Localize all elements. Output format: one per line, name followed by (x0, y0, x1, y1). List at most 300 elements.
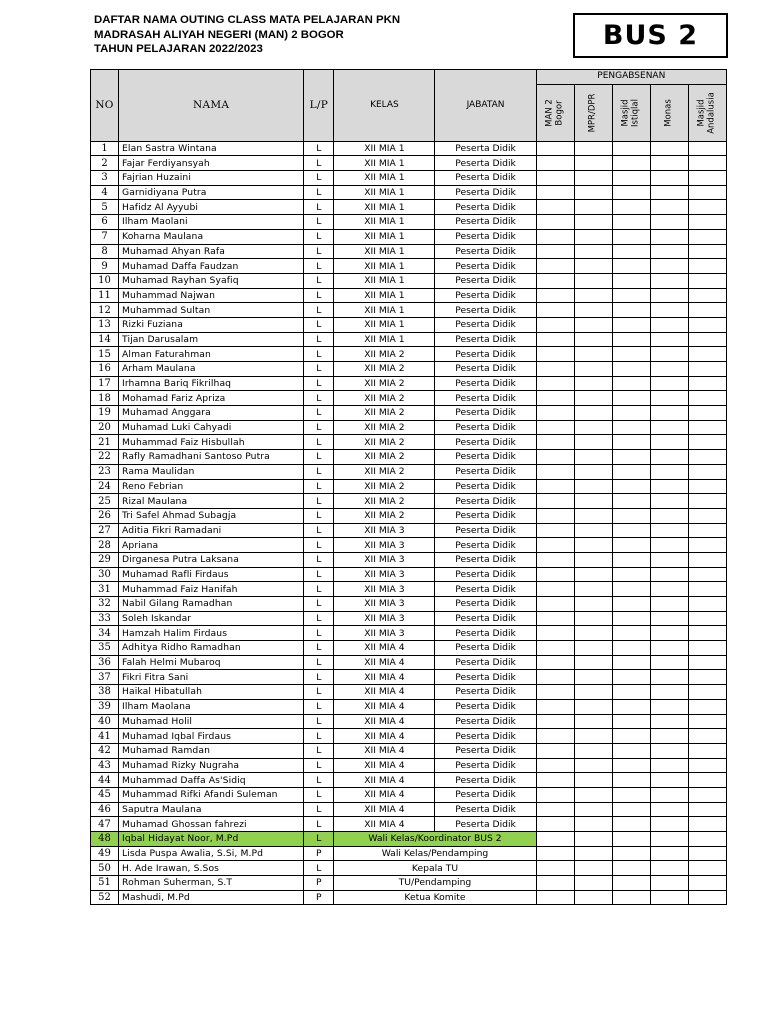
attendance-check-cell[interactable] (612, 817, 650, 832)
attendance-check-cell[interactable] (688, 802, 726, 817)
attendance-check-cell[interactable] (688, 787, 726, 802)
attendance-check-cell[interactable] (574, 861, 612, 876)
row-class: XII MIA 2 (334, 450, 435, 465)
attendance-check-cell[interactable] (574, 479, 612, 494)
attendance-check-cell[interactable] (612, 156, 650, 171)
attendance-check-cell[interactable] (688, 288, 726, 303)
attendance-check-cell[interactable] (536, 317, 574, 332)
attendance-check-cell[interactable] (688, 832, 726, 847)
attendance-check-cell[interactable] (612, 391, 650, 406)
attendance-check-cell[interactable] (536, 890, 574, 905)
attendance-check-cell[interactable] (536, 552, 574, 567)
attendance-check-cell[interactable] (574, 714, 612, 729)
attendance-check-cell[interactable] (536, 420, 574, 435)
attendance-check-cell[interactable] (650, 376, 688, 391)
attendance-check-cell[interactable] (650, 317, 688, 332)
attendance-check-cell[interactable] (688, 876, 726, 891)
attendance-check-cell[interactable] (650, 876, 688, 891)
attendance-check-cell[interactable] (650, 773, 688, 788)
attendance-check-cell[interactable] (688, 494, 726, 509)
table-row (91, 743, 727, 758)
attendance-check-cell[interactable] (612, 773, 650, 788)
attendance-check-cell[interactable] (612, 450, 650, 465)
attendance-check-cell[interactable] (574, 347, 612, 362)
attendance-check-cell[interactable] (612, 787, 650, 802)
attendance-check-cell[interactable] (650, 641, 688, 656)
attendance-check-cell[interactable] (574, 215, 612, 230)
attendance-check-cell[interactable] (536, 391, 574, 406)
attendance-check-cell[interactable] (688, 582, 726, 597)
attendance-check-cell[interactable] (612, 699, 650, 714)
attendance-check-cell[interactable] (574, 832, 612, 847)
row-gender: L (304, 641, 334, 656)
attendance-check-cell[interactable] (650, 303, 688, 318)
attendance-check-cell[interactable] (536, 288, 574, 303)
attendance-check-cell[interactable] (688, 714, 726, 729)
attendance-check-cell[interactable] (574, 523, 612, 538)
attendance-check-cell[interactable] (536, 347, 574, 362)
attendance-check-cell[interactable] (612, 215, 650, 230)
attendance-check-cell[interactable] (688, 376, 726, 391)
attendance-check-cell[interactable] (650, 861, 688, 876)
attendance-check-cell[interactable] (688, 567, 726, 582)
attendance-check-cell[interactable] (688, 846, 726, 861)
attendance-check-cell[interactable] (536, 479, 574, 494)
attendance-check-cell[interactable] (612, 376, 650, 391)
row-name: Ilham Maolani (119, 215, 304, 230)
attendance-check-cell[interactable] (574, 288, 612, 303)
attendance-check-cell[interactable] (574, 200, 612, 215)
attendance-check-cell[interactable] (536, 332, 574, 347)
attendance-check-cell[interactable] (650, 494, 688, 509)
row-gender: L (304, 362, 334, 377)
attendance-check-cell[interactable] (574, 450, 612, 465)
attendance-check-cell[interactable] (536, 303, 574, 318)
attendance-col-header (536, 84, 574, 141)
attendance-check-cell[interactable] (612, 582, 650, 597)
attendance-check-cell[interactable] (688, 523, 726, 538)
attendance-check-cell[interactable] (688, 685, 726, 700)
attendance-check-cell[interactable] (688, 141, 726, 156)
attendance-check-cell[interactable] (536, 406, 574, 421)
attendance-check-cell[interactable] (612, 743, 650, 758)
row-position: Peserta Didik (435, 273, 536, 288)
attendance-check-cell[interactable] (574, 273, 612, 288)
attendance-check-cell[interactable] (650, 846, 688, 861)
row-name: Adhitya Ridho Ramadhan (119, 641, 304, 656)
attendance-check-cell[interactable] (650, 479, 688, 494)
attendance-check-cell[interactable] (574, 597, 612, 612)
attendance-check-cell[interactable] (574, 655, 612, 670)
attendance-check-cell[interactable] (574, 626, 612, 641)
attendance-check-cell[interactable] (650, 817, 688, 832)
attendance-check-cell[interactable] (536, 714, 574, 729)
attendance-check-cell[interactable] (536, 362, 574, 377)
attendance-check-cell[interactable] (612, 876, 650, 891)
attendance-check-cell[interactable] (612, 303, 650, 318)
attendance-check-cell[interactable] (650, 200, 688, 215)
attendance-check-cell[interactable] (574, 464, 612, 479)
attendance-check-cell[interactable] (536, 582, 574, 597)
attendance-check-cell[interactable] (612, 273, 650, 288)
table-row (91, 670, 727, 685)
attendance-check-cell[interactable] (574, 332, 612, 347)
attendance-check-cell[interactable] (536, 611, 574, 626)
row-gender: L (304, 699, 334, 714)
row-class: XII MIA 4 (334, 729, 435, 744)
attendance-check-cell[interactable] (536, 758, 574, 773)
attendance-check-cell[interactable] (612, 406, 650, 421)
attendance-check-cell[interactable] (650, 171, 688, 186)
attendance-check-cell[interactable] (688, 171, 726, 186)
attendance-check-cell[interactable] (612, 420, 650, 435)
row-name: Ilham Maolana (119, 699, 304, 714)
attendance-check-cell[interactable] (574, 259, 612, 274)
attendance-check-cell[interactable] (574, 156, 612, 171)
attendance-check-cell[interactable] (574, 641, 612, 656)
attendance-check-cell[interactable] (536, 200, 574, 215)
attendance-check-cell[interactable] (574, 890, 612, 905)
attendance-check-cell[interactable] (612, 611, 650, 626)
row-number: 49 (91, 846, 119, 861)
row-name: Muhammad Rifki Afandi Suleman (119, 787, 304, 802)
attendance-check-cell[interactable] (612, 655, 650, 670)
attendance-check-cell[interactable] (574, 406, 612, 421)
attendance-check-cell[interactable] (536, 567, 574, 582)
attendance-check-cell[interactable] (688, 729, 726, 744)
attendance-check-cell[interactable] (688, 699, 726, 714)
row-class: XII MIA 4 (334, 743, 435, 758)
attendance-check-cell[interactable] (536, 861, 574, 876)
attendance-check-cell[interactable] (650, 582, 688, 597)
attendance-check-cell[interactable] (612, 641, 650, 656)
attendance-check-cell[interactable] (536, 259, 574, 274)
attendance-check-cell[interactable] (574, 538, 612, 553)
attendance-check-cell[interactable] (536, 185, 574, 200)
attendance-check-cell[interactable] (650, 626, 688, 641)
row-class: XII MIA 2 (334, 464, 435, 479)
attendance-check-cell[interactable] (688, 317, 726, 332)
attendance-check-cell[interactable] (688, 538, 726, 553)
row-number: 13 (91, 317, 119, 332)
attendance-check-cell[interactable] (574, 670, 612, 685)
attendance-check-cell[interactable] (536, 141, 574, 156)
attendance-check-cell[interactable] (612, 288, 650, 303)
attendance-check-cell[interactable] (612, 626, 650, 641)
attendance-col-header (650, 84, 688, 141)
attendance-check-cell[interactable] (612, 479, 650, 494)
table-row (91, 552, 727, 567)
attendance-check-cell[interactable] (650, 714, 688, 729)
row-gender: L (304, 523, 334, 538)
attendance-check-cell[interactable] (574, 244, 612, 259)
attendance-check-cell[interactable] (574, 376, 612, 391)
attendance-check-cell[interactable] (536, 832, 574, 847)
attendance-check-cell[interactable] (688, 890, 726, 905)
attendance-check-cell[interactable] (574, 317, 612, 332)
attendance-check-cell[interactable] (650, 567, 688, 582)
attendance-check-cell[interactable] (688, 508, 726, 523)
attendance-check-cell[interactable] (650, 273, 688, 288)
attendance-check-cell[interactable] (688, 552, 726, 567)
attendance-check-cell[interactable] (536, 743, 574, 758)
attendance-check-cell[interactable] (688, 861, 726, 876)
row-gender: L (304, 464, 334, 479)
attendance-check-cell[interactable] (650, 685, 688, 700)
attendance-check-cell[interactable] (612, 200, 650, 215)
attendance-check-cell[interactable] (536, 273, 574, 288)
attendance-check-cell[interactable] (536, 685, 574, 700)
attendance-check-cell[interactable] (612, 171, 650, 186)
attendance-check-cell[interactable] (650, 538, 688, 553)
attendance-check-cell[interactable] (650, 347, 688, 362)
header-no: NO (91, 70, 119, 142)
table-row (91, 758, 727, 773)
attendance-check-cell[interactable] (612, 508, 650, 523)
attendance-check-cell[interactable] (688, 435, 726, 450)
attendance-check-cell[interactable] (536, 670, 574, 685)
attendance-check-cell[interactable] (536, 171, 574, 186)
attendance-check-cell[interactable] (574, 508, 612, 523)
attendance-check-cell[interactable] (612, 758, 650, 773)
attendance-check-cell[interactable] (650, 552, 688, 567)
attendance-check-cell[interactable] (536, 699, 574, 714)
attendance-check-cell[interactable] (574, 171, 612, 186)
attendance-check-cell[interactable] (574, 435, 612, 450)
attendance-check-cell[interactable] (688, 406, 726, 421)
attendance-check-cell[interactable] (536, 450, 574, 465)
attendance-check-cell[interactable] (612, 229, 650, 244)
attendance-check-cell[interactable] (612, 464, 650, 479)
attendance-check-cell[interactable] (650, 141, 688, 156)
attendance-check-cell[interactable] (574, 420, 612, 435)
attendance-check-cell[interactable] (612, 846, 650, 861)
attendance-check-cell[interactable] (688, 303, 726, 318)
row-name: Muhamad Luki Cahyadi (119, 420, 304, 435)
row-position: Peserta Didik (435, 655, 536, 670)
row-number: 26 (91, 508, 119, 523)
table-row (91, 655, 727, 670)
attendance-check-cell[interactable] (650, 508, 688, 523)
attendance-check-cell[interactable] (612, 259, 650, 274)
row-position: Peserta Didik (435, 229, 536, 244)
row-class: XII MIA 4 (334, 714, 435, 729)
attendance-check-cell[interactable] (536, 244, 574, 259)
attendance-check-cell[interactable] (688, 626, 726, 641)
attendance-check-cell[interactable] (574, 817, 612, 832)
attendance-check-cell[interactable] (650, 229, 688, 244)
attendance-check-cell[interactable] (688, 273, 726, 288)
attendance-check-cell[interactable] (574, 391, 612, 406)
attendance-check-cell[interactable] (536, 802, 574, 817)
attendance-check-cell[interactable] (650, 758, 688, 773)
attendance-check-cell[interactable] (574, 699, 612, 714)
attendance-check-cell[interactable] (650, 185, 688, 200)
attendance-check-cell[interactable] (574, 743, 612, 758)
attendance-check-cell[interactable] (536, 464, 574, 479)
attendance-check-cell[interactable] (688, 420, 726, 435)
row-name: Muhamad Ghossan fahrezi (119, 817, 304, 832)
attendance-check-cell[interactable] (650, 362, 688, 377)
attendance-check-cell[interactable] (688, 655, 726, 670)
attendance-check-cell[interactable] (612, 832, 650, 847)
attendance-check-cell[interactable] (536, 538, 574, 553)
attendance-check-cell[interactable] (574, 229, 612, 244)
attendance-check-cell[interactable] (688, 464, 726, 479)
attendance-check-cell[interactable] (612, 538, 650, 553)
row-name: Apriana (119, 538, 304, 553)
attendance-check-cell[interactable] (536, 817, 574, 832)
attendance-check-cell[interactable] (688, 229, 726, 244)
attendance-check-cell[interactable] (650, 420, 688, 435)
attendance-check-cell[interactable] (650, 244, 688, 259)
attendance-check-cell[interactable] (650, 699, 688, 714)
attendance-check-cell[interactable] (574, 787, 612, 802)
attendance-check-cell[interactable] (650, 832, 688, 847)
attendance-check-cell[interactable] (688, 215, 726, 230)
attendance-check-cell[interactable] (688, 611, 726, 626)
attendance-check-cell[interactable] (688, 743, 726, 758)
attendance-check-cell[interactable] (650, 450, 688, 465)
attendance-check-cell[interactable] (536, 787, 574, 802)
attendance-check-cell[interactable] (612, 185, 650, 200)
attendance-check-cell[interactable] (612, 670, 650, 685)
attendance-check-cell[interactable] (650, 802, 688, 817)
attendance-check-cell[interactable] (688, 332, 726, 347)
attendance-check-cell[interactable] (688, 817, 726, 832)
attendance-check-cell[interactable] (650, 787, 688, 802)
attendance-check-cell[interactable] (688, 185, 726, 200)
attendance-check-cell[interactable] (574, 846, 612, 861)
attendance-check-cell[interactable] (612, 244, 650, 259)
attendance-check-cell[interactable] (650, 435, 688, 450)
attendance-check-cell[interactable] (612, 597, 650, 612)
attendance-check-cell[interactable] (536, 494, 574, 509)
attendance-check-cell[interactable] (536, 229, 574, 244)
attendance-check-cell[interactable] (650, 464, 688, 479)
attendance-check-cell[interactable] (612, 861, 650, 876)
attendance-check-cell[interactable] (536, 435, 574, 450)
attendance-check-cell[interactable] (650, 655, 688, 670)
attendance-check-cell[interactable] (536, 215, 574, 230)
attendance-check-cell[interactable] (650, 611, 688, 626)
attendance-check-cell[interactable] (536, 523, 574, 538)
attendance-check-cell[interactable] (536, 641, 574, 656)
attendance-check-cell[interactable] (650, 890, 688, 905)
row-gender: L (304, 479, 334, 494)
attendance-check-cell[interactable] (688, 758, 726, 773)
attendance-check-cell[interactable] (612, 729, 650, 744)
attendance-check-cell[interactable] (688, 156, 726, 171)
attendance-check-cell[interactable] (688, 773, 726, 788)
attendance-check-cell[interactable] (688, 244, 726, 259)
attendance-check-cell[interactable] (612, 523, 650, 538)
attendance-check-cell[interactable] (536, 773, 574, 788)
attendance-check-cell[interactable] (612, 552, 650, 567)
attendance-check-cell[interactable] (688, 450, 726, 465)
attendance-check-cell[interactable] (612, 141, 650, 156)
attendance-check-cell[interactable] (536, 156, 574, 171)
attendance-check-cell[interactable] (612, 332, 650, 347)
attendance-col-label (546, 99, 565, 127)
attendance-check-cell[interactable] (536, 655, 574, 670)
attendance-check-cell[interactable] (688, 641, 726, 656)
attendance-check-cell[interactable] (574, 685, 612, 700)
attendance-check-cell[interactable] (574, 773, 612, 788)
attendance-check-cell[interactable] (574, 802, 612, 817)
attendance-check-cell[interactable] (688, 391, 726, 406)
row-gender: L (304, 832, 334, 847)
row-position: Peserta Didik (435, 699, 536, 714)
attendance-check-cell[interactable] (688, 347, 726, 362)
attendance-check-cell[interactable] (612, 494, 650, 509)
attendance-check-cell[interactable] (612, 802, 650, 817)
attendance-check-cell[interactable] (536, 508, 574, 523)
attendance-check-cell[interactable] (536, 626, 574, 641)
attendance-check-cell[interactable] (574, 567, 612, 582)
attendance-check-cell[interactable] (612, 362, 650, 377)
attendance-check-cell[interactable] (650, 332, 688, 347)
attendance-check-cell[interactable] (612, 890, 650, 905)
attendance-check-cell[interactable] (688, 259, 726, 274)
attendance-check-cell[interactable] (650, 288, 688, 303)
attendance-check-cell[interactable] (612, 567, 650, 582)
attendance-check-cell[interactable] (612, 435, 650, 450)
attendance-check-cell[interactable] (574, 611, 612, 626)
attendance-check-cell[interactable] (650, 391, 688, 406)
attendance-check-cell[interactable] (650, 215, 688, 230)
row-position: Peserta Didik (435, 597, 536, 612)
attendance-check-cell[interactable] (536, 846, 574, 861)
attendance-check-cell[interactable] (650, 729, 688, 744)
attendance-check-cell[interactable] (650, 259, 688, 274)
attendance-check-cell[interactable] (574, 552, 612, 567)
attendance-check-cell[interactable] (612, 347, 650, 362)
row-number: 43 (91, 758, 119, 773)
attendance-check-cell[interactable] (574, 185, 612, 200)
attendance-check-cell[interactable] (650, 406, 688, 421)
attendance-check-cell[interactable] (574, 758, 612, 773)
attendance-check-cell[interactable] (612, 317, 650, 332)
attendance-check-cell[interactable] (574, 729, 612, 744)
attendance-check-cell[interactable] (688, 362, 726, 377)
attendance-check-cell[interactable] (574, 362, 612, 377)
attendance-check-cell[interactable] (650, 743, 688, 758)
attendance-check-cell[interactable] (650, 523, 688, 538)
bus-label-box: BUS 2 (573, 13, 728, 58)
row-class: XII MIA 1 (334, 171, 435, 186)
attendance-check-cell[interactable] (574, 303, 612, 318)
attendance-check-cell[interactable] (574, 141, 612, 156)
attendance-check-cell[interactable] (612, 685, 650, 700)
attendance-check-cell[interactable] (574, 494, 612, 509)
attendance-check-cell[interactable] (574, 582, 612, 597)
attendance-check-cell[interactable] (536, 876, 574, 891)
attendance-check-cell[interactable] (536, 376, 574, 391)
attendance-check-cell[interactable] (536, 729, 574, 744)
attendance-check-cell[interactable] (688, 597, 726, 612)
attendance-check-cell[interactable] (574, 876, 612, 891)
attendance-check-cell[interactable] (650, 156, 688, 171)
attendance-check-cell[interactable] (688, 670, 726, 685)
attendance-check-cell[interactable] (688, 200, 726, 215)
attendance-check-cell[interactable] (612, 714, 650, 729)
row-gender: L (304, 303, 334, 318)
attendance-check-cell[interactable] (688, 479, 726, 494)
attendance-check-cell[interactable] (650, 670, 688, 685)
attendance-check-cell[interactable] (536, 597, 574, 612)
attendance-check-cell[interactable] (650, 597, 688, 612)
